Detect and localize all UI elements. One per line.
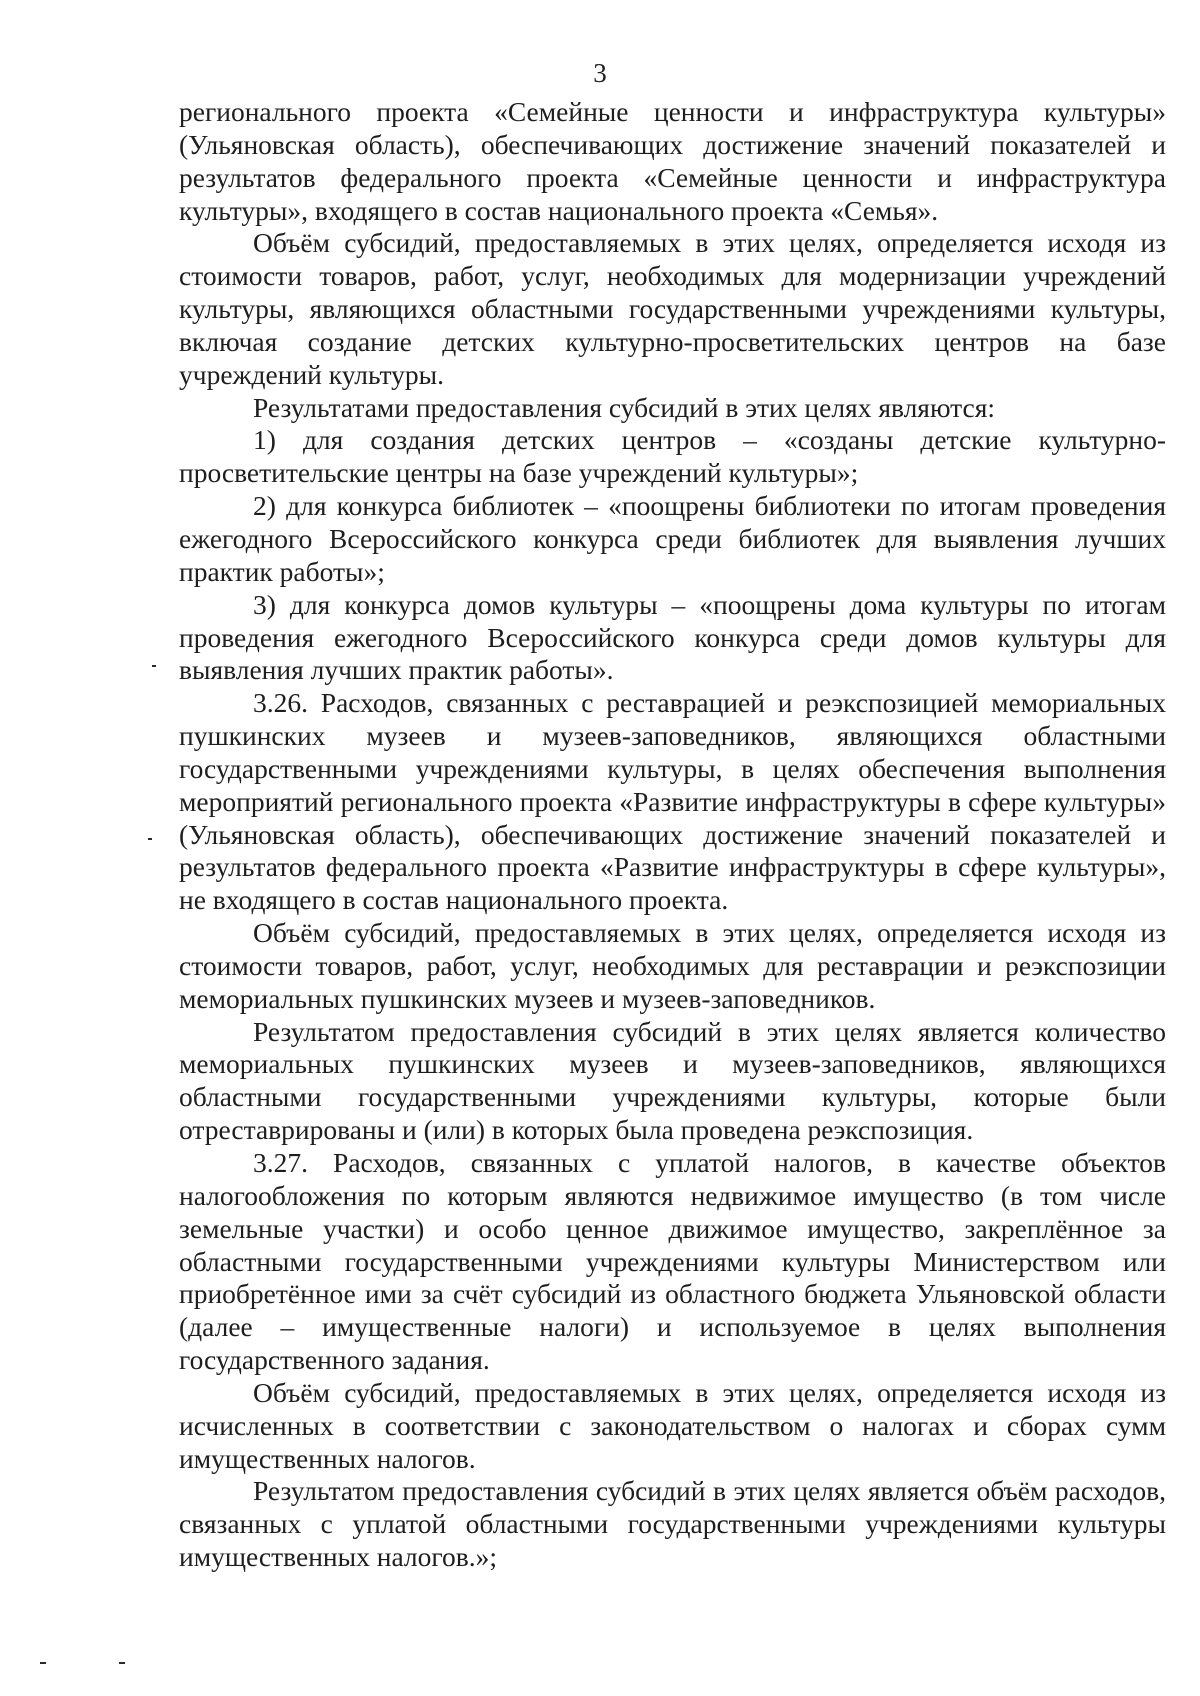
document-body xyxy=(179,96,1166,1574)
paragraph-3: Результатами предоставления субсидий в этих целях являются: xyxy=(253,391,995,423)
paragraph-1: регионального проекта «Семейные ценности и инфраструктура культуры» (Ульяновская область), обеспечивающих достижение значений показателей и результатов федерального проекта «Семейные ценности и инфраструктура культуры», входящего в состав национального проекта «Семья». xyxy=(179,96,1166,226)
paragraph-4: 1) для создания детских центров – «созданы детские культурно-просветительские центры на базе учреждений культуры»; xyxy=(179,424,1166,489)
scan-speck xyxy=(119,1662,125,1664)
scan-speck xyxy=(152,665,156,667)
page-number: 3 xyxy=(593,58,607,88)
paragraph-8: Объём субсидий, предоставляемых в этих целях, определяется исходя из стоимости товаров, работ, услуг, необходимых для реставрации и реэкспозиции мемориальных пушкинских музеев и музеев-заповедников. xyxy=(179,917,1166,1014)
paragraph-5: 2) для конкурса библиотек – «поощрены библиотеки по итогам проведения ежегодного Всероссийского конкурса среди библиотек для выявления лучших практик работы»; xyxy=(179,490,1166,587)
paragraph-12: Результатом предоставления субсидий в этих целях является объём расходов, связанных с уплатой областными государственными учреждениями культуры имущественных налогов.»; xyxy=(179,1475,1166,1573)
paragraph-6: 3) для конкурса домов культуры – «поощрены дома культуры по итогам проведения ежегодного Всероссийского конкурса среди домов культуры для выявления лучших практик работы». xyxy=(179,588,1166,686)
scan-speck xyxy=(148,838,152,840)
paragraph-11: Объём субсидий, предоставляемых в этих целях, определяется исходя из исчисленных в соответствии с законодательством о налогах и сборах сумм имущественных налогов. xyxy=(179,1376,1166,1474)
paragraph-2: Объём субсидий, предоставляемых в этих целях, определяется исходя из стоимости товаров, работ, услуг, необходимых для модернизации учреждений культуры, являющихся областными государственными учреждениями культуры, включая создание детских культурно-просветительских центров на базе учреждений культуры. xyxy=(179,227,1166,390)
paragraph-7: 3.26. Расходов, связанных с реставрацией и реэкспозицией мемориальных пушкинских музеев и музеев-заповедников, являющихся областными государственными учреждениями культуры, в целях обеспечения выполнения мероприятий регионального проекта «Развитие инфраструктуры в сфере культуры» (Ульяновская область), обеспечивающих достижение значений показателей и результатов федерального проекта «Развитие инфраструктуры в сфере культуры», не входящего в состав национального проекта. xyxy=(179,687,1166,916)
paragraph-10: 3.27. Расходов, связанных с уплатой налогов, в качестве объектов налогообложения по которым являются недвижимое имущество (в том числе земельные участки) и особо ценное движимое имущество, закреплённое за областными государственными учреждениями культуры Министерством или приобретённое ими за счёт субсидий из областного бюджета Ульяновской области (далее – имущественные налоги) и используемое в целях выполнения государственного задания. xyxy=(179,1147,1166,1376)
paragraph-9: Результатом предоставления субсидий в этих целях является количество мемориальных пушкинских музеев и музеев-заповедников, являющихся областными государственными учреждениями культуры, которые были отреставрированы и (или) в которых была проведена реэкспозиция. xyxy=(179,1015,1166,1146)
scan-speck xyxy=(40,1662,46,1664)
